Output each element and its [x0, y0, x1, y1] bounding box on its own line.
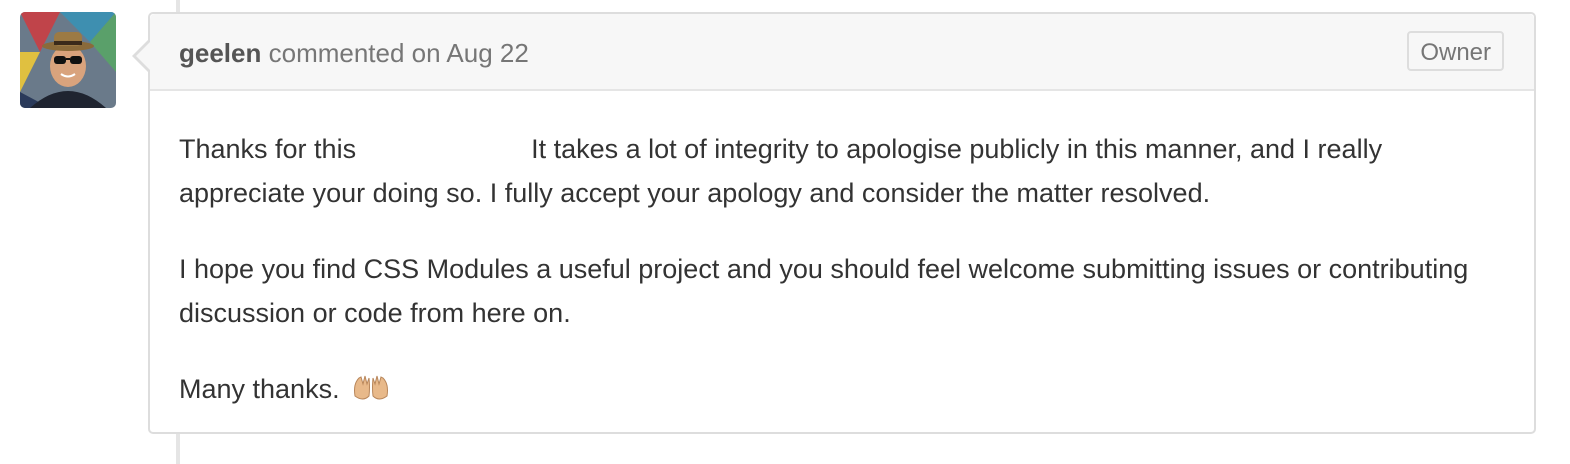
comment-paragraph-1: Thanks for this It takes a lot of integrity to apologise publicly in this manner, and I really appreciate your doing so. I fully accept your apology and consider the matter resolved. [179, 134, 1383, 208]
comment-paragraph-3: Many thanks. [179, 367, 1499, 417]
comment-action: commented on [268, 38, 441, 68]
comment-header [150, 14, 1534, 91]
comment-paragraph-2: I hope you find CSS Modules a useful project and you should feel welcome submitting issues or contributing discussion or code from here on. [179, 254, 1469, 328]
raised-hands-icon [351, 373, 391, 417]
comment-body [179, 127, 1499, 449]
redacted-mention [364, 136, 524, 166]
owner-badge: Owner [1407, 31, 1504, 71]
avatar[interactable] [20, 12, 116, 108]
comment-box [148, 12, 1536, 434]
comment-meta [179, 38, 529, 68]
author-link[interactable]: geelen [179, 38, 262, 68]
comment-date[interactable]: Aug 22 [446, 38, 529, 68]
